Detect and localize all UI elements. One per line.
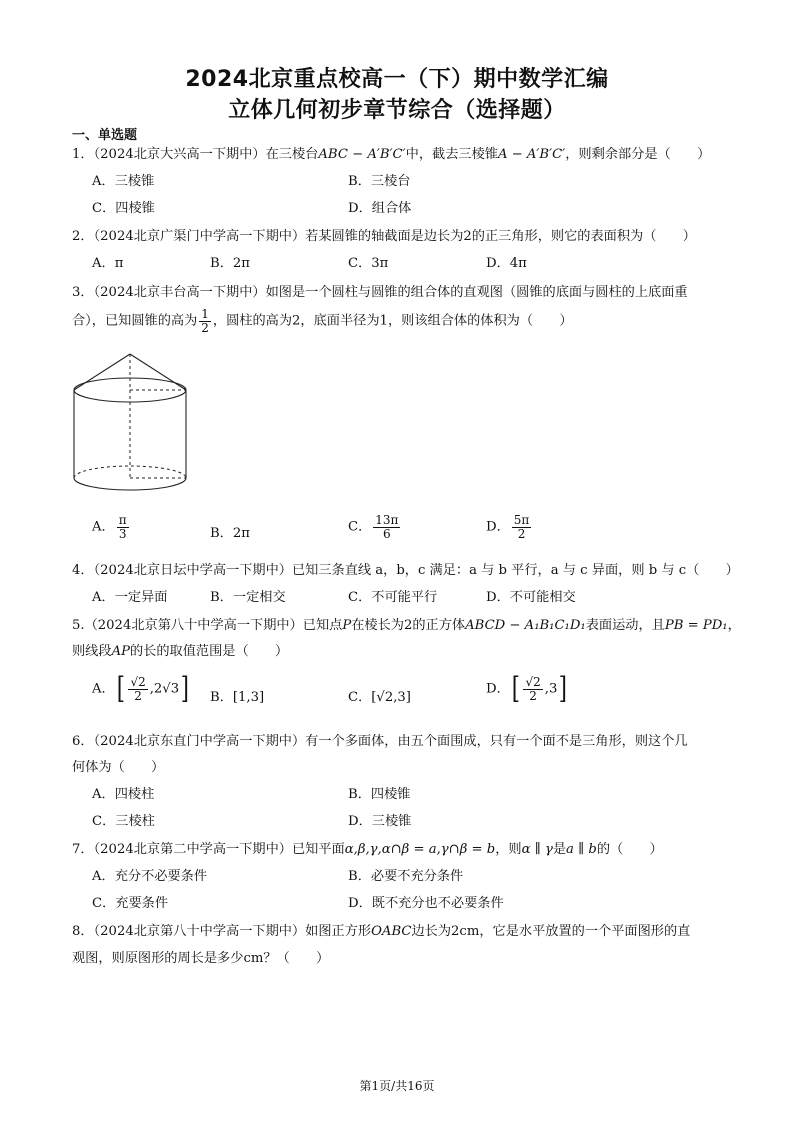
question-6-option-c: C．三棱柱 bbox=[92, 814, 155, 829]
fraction-one-half: $\frac{1}{2}$ bbox=[201, 307, 209, 335]
question-2-option-c: C．3π bbox=[348, 256, 389, 271]
question-5-option-b: B．[1,3] bbox=[210, 690, 265, 705]
question-2-stem: 2．（2024北京广渠门中学高一下期中）若某圆锥的轴截面是边长为2的正三角形，则它的表面积为（ ） bbox=[72, 229, 696, 244]
question-6-option-a: A．四棱柱 bbox=[92, 787, 155, 802]
section-heading: 一、单选题 bbox=[72, 128, 138, 143]
question-8-stem-line1: 8．（2024北京第八十中学高一下期中）如图正方形OABC边长为2cm，它是水平放置的一个平面图形的直 bbox=[72, 924, 691, 939]
question-7-option-d: D．既不充分也不必要条件 bbox=[348, 896, 504, 911]
question-7-option-b: B．必要不充分条件 bbox=[348, 869, 464, 884]
question-3-stem-line1: 3．（2024北京丰台高一下期中）如图是一个圆柱与圆锥的组合体的直观图（圆锥的底面与圆柱的上底面重 bbox=[72, 285, 688, 300]
question-5-stem-line2: 则线段AP的长的取值范围是（ ） bbox=[72, 644, 289, 659]
question-4-option-b: B．一定相交 bbox=[210, 590, 286, 605]
question-1-option-b: B．三棱台 bbox=[348, 174, 411, 189]
question-5-option-a: A．[ $\frac{√2}{2}$ ,2√3] bbox=[92, 671, 190, 706]
question-4-option-d: D．不可能相交 bbox=[486, 590, 576, 605]
question-5-option-c: C．[√2,3] bbox=[348, 690, 411, 705]
question-1-stem: 1．（2024北京大兴高一下期中）在三棱台ABC − A′B′C′中，截去三棱锥A − A′B′C′，则剩余部分是（ ） bbox=[72, 147, 711, 162]
question-2-option-d: D．4π bbox=[486, 256, 527, 271]
question-1-option-a: A．三棱锥 bbox=[92, 174, 155, 189]
page-subtitle: 立体几何初步章节综合（选择题） bbox=[228, 98, 566, 123]
question-5-option-d: D．[ $\frac{√2}{2}$ ,3] bbox=[486, 671, 568, 706]
question-7-option-c: C．充要条件 bbox=[92, 896, 169, 911]
question-7-option-a: A．充分不必要条件 bbox=[92, 869, 208, 884]
cylinder-cone-figure bbox=[68, 350, 198, 500]
question-6-option-d: D．三棱锥 bbox=[348, 814, 412, 829]
question-5-stem-line1: 5.（2024北京第八十中学高一下期中）已知点P在棱长为2的正方体ABCD − A₁B₁C₁D₁表面运动，且PB = PD₁， bbox=[72, 618, 741, 633]
question-2-option-a: A．π bbox=[92, 256, 124, 271]
page-footer: 第1页/共16页 bbox=[359, 1079, 435, 1093]
question-4-option-c: C．不可能平行 bbox=[348, 590, 438, 605]
question-8-stem-line2: 观图，则原图形的周长是多少cm？（ ） bbox=[72, 951, 330, 966]
question-1-option-c: C．四棱锥 bbox=[92, 201, 155, 216]
question-6-stem-line1: 6．（2024北京东直门中学高一下期中）有一个多面体，由五个面围成，只有一个面不是三角形，则这个几 bbox=[72, 734, 688, 749]
question-2-option-b: B．2π bbox=[210, 256, 250, 271]
question-1-option-d: D．组合体 bbox=[348, 201, 412, 216]
question-4-stem: 4．（2024北京日坛中学高一下期中）已知三条直线 a，b，c 满足：a 与 b 平行，a 与 c 异面，则 b 与 c（ ） bbox=[72, 563, 739, 578]
question-4-option-a: A．一定异面 bbox=[92, 590, 168, 605]
question-3-option-d: D． $\frac{5\pi}{2}$ bbox=[486, 513, 530, 541]
question-6-stem-line2: 何体为（ ） bbox=[72, 760, 165, 775]
question-3-stem-line2: 合），已知圆锥的高为 $\frac{1}{2}$ ，圆柱的高为2，底面半径为1，则该组合体的体积为（ ） bbox=[72, 307, 573, 335]
page-title: 2024北京重点校高一（下）期中数学汇编 bbox=[185, 67, 609, 92]
question-3-option-c: C． $\frac{13\pi}{6}$ bbox=[348, 513, 399, 541]
question-7-stem: 7．（2024北京第二中学高一下期中）已知平面α,β,γ,α∩β = a,γ∩β = b，则α ∥ γ是a ∥ b的（ ） bbox=[72, 842, 663, 857]
question-3-option-b: B．2π bbox=[210, 526, 250, 541]
question-6-option-b: B．四棱锥 bbox=[348, 787, 411, 802]
question-3-option-a: A． $\frac{\pi}{3}$ bbox=[92, 513, 127, 541]
